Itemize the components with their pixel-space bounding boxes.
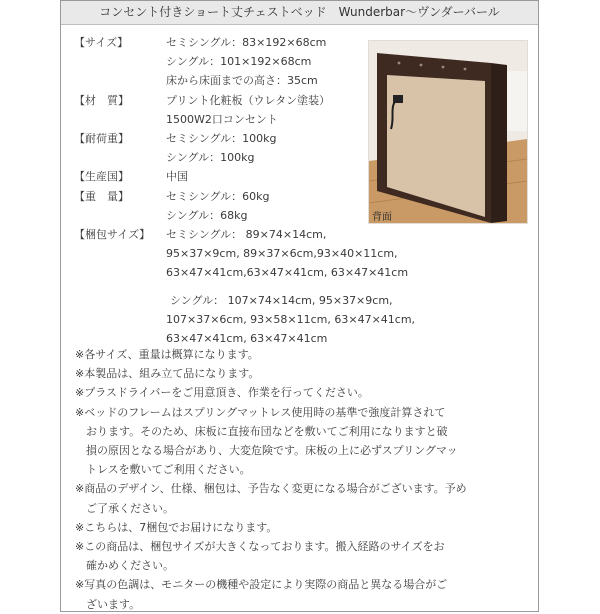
spec-value-line: シングル：100kg xyxy=(166,151,255,165)
spec-value-line: セミシングル：60kg xyxy=(166,189,270,203)
note-continuation: 損の原因となる場合があり、大変危険です。床板の上に必ずスプリングマッ xyxy=(86,444,458,458)
spec-value-line: 1500W2口コンセント xyxy=(166,112,278,126)
spec-label: 【重 量】 xyxy=(74,189,129,203)
spec-value-line: 床から床面までの高さ：35cm xyxy=(166,74,318,88)
note-continuation: おります。そのため、床板に直接布団などを敷いてご利用になりますと破 xyxy=(86,424,448,438)
packing-semi-line: 63×47×41cm,63×47×41cm, 63×47×41cm xyxy=(166,266,409,280)
photo-label: 背面 xyxy=(372,212,392,223)
note-continuation: ざいます。 xyxy=(86,597,141,611)
packing-semi-line: 95×37×9cm, 89×37×6cm,93×40×11cm, xyxy=(166,247,398,261)
spec-value-line: セミシングル：100kg xyxy=(166,132,277,146)
note-item: ※こちらは、7梱包でお届けになります。 xyxy=(75,520,278,534)
note-item: ※各サイズ、重量は概算になります。 xyxy=(75,348,259,361)
note-item: ※プラスドライバーをご用意頂き、作業を行ってください。 xyxy=(75,386,369,400)
note-continuation: ご了承ください。 xyxy=(86,501,174,515)
spec-label: 【梱包サイズ】 xyxy=(74,228,151,242)
page-title: コンセント付きショート丈チェストベッド Wunderbar〜ヴンダーバール xyxy=(61,1,538,25)
packing-semi-line: セミシングル： 89×74×14cm, xyxy=(166,228,327,242)
note-item: ※本製品は、組み立て品になります。 xyxy=(75,367,260,381)
note-item: ※ベッドのフレームはスプリングマットレス使用時の基準で強度計算されて xyxy=(75,405,446,419)
spec-value-line: セミシングル：83×192×68cm xyxy=(166,36,327,49)
spec-value-line: シングル：68kg xyxy=(166,208,248,222)
packing-single-line: 63×47×41cm, 63×47×41cm xyxy=(166,332,328,346)
spec-label: 【サイズ】 xyxy=(74,36,129,49)
note-continuation: 確かめください。 xyxy=(86,559,174,573)
spec-value-line: シングル：101×192×68cm xyxy=(166,55,312,69)
notes-section xyxy=(75,345,535,614)
spec-label: 【耐荷重】 xyxy=(74,132,129,146)
spec-value-line: プリント化粧板（ウレタン塗装） xyxy=(166,93,331,107)
bed-back-photo xyxy=(368,40,528,224)
spec-label: 【生産国】 xyxy=(74,170,129,184)
spec-row-packing xyxy=(74,225,534,348)
note-item: ※商品のデザイン、仕様、梱包は、予告なく変更になる場合がございます。予め xyxy=(75,482,467,496)
packing-single-line: シングル： 107×74×14cm, 95×37×9cm, xyxy=(170,293,393,307)
note-item: ※写真の色調は、モニターの機種や設定により実際の商品と異なる場合がご xyxy=(75,578,448,592)
spec-value xyxy=(166,225,534,348)
spec-label: 【材 質】 xyxy=(74,93,129,107)
note-item: ※この商品は、梱包サイズが大きくなっております。搬入経路のサイズをお xyxy=(75,540,445,554)
note-continuation: トレスを敷いてご利用ください。 xyxy=(86,463,251,477)
spec-value-line: 中国 xyxy=(166,170,188,184)
packing-single-line: 107×37×6cm, 93×58×11cm, 63×47×41cm, xyxy=(166,312,416,326)
